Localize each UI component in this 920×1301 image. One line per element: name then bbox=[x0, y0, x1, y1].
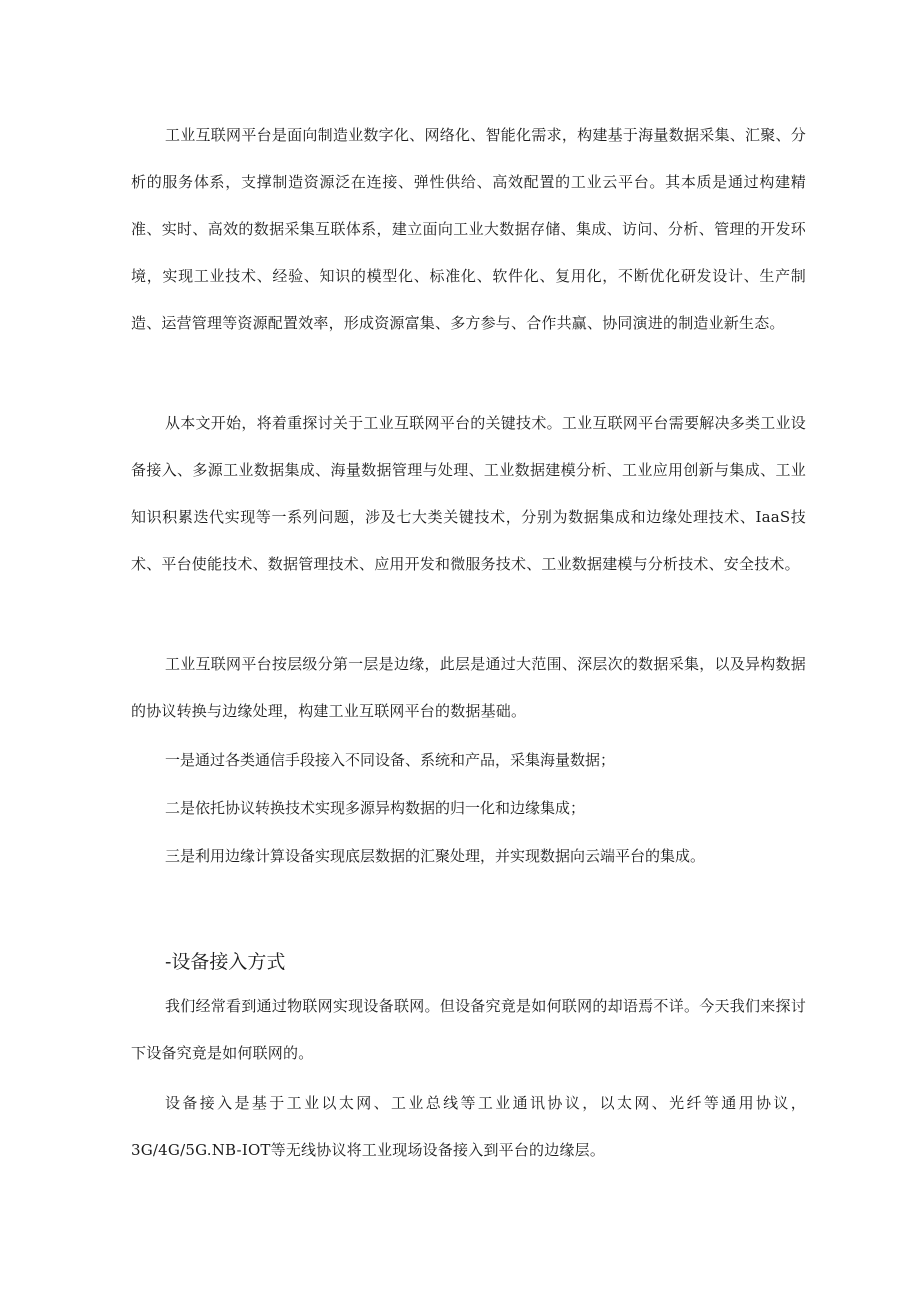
edge-layer-paragraph: 工业互联网平台按层级分第一层是边缘，此层是通过大范围、深层次的数据采集，以及异构数据的协议转换与边缘处理，构建工业互联网平台的数据基础。 bbox=[131, 655, 806, 720]
list-item-2: 二是依托协议转换技术实现多源异构数据的归一化和边缘集成； bbox=[165, 799, 586, 817]
list-item-1: 一是通过各类通信手段接入不同设备、系统和产品，采集海量数据； bbox=[165, 751, 616, 769]
device-access-intro-paragraph: 我们经常看到通过物联网实现设备联网。但设备究竟是如何联网的却语焉不详。今天我们来探讨下设备究竟是如何联网的。 bbox=[131, 997, 806, 1062]
intro-paragraph: 工业互联网平台是面向制造业数字化、网络化、智能化需求，构建基于海量数据采集、汇聚、分析的服务体系，支撑制造资源泛在连接、弹性供给、高效配置的工业云平台。其本质是通过构建精准、实时、高效的数据采集互联体系，建立面向工业大数据存储、集成、访问、分析、管理的开发环境，实现工业技术、经验、知识的模型化、标准化、软件化、复用化，不断优化研发设计、生产制造、运营管理等资源配置效率，形成资源富集、多方参与、合作共赢、协同演进的制造业新生态。 bbox=[131, 126, 806, 332]
section-heading: -设备接入方式 bbox=[165, 951, 286, 973]
device-access-protocols-paragraph: 设备接入是基于工业以太网、工业总线等工业通讯协议，以太网、光纤等通用协议，3G/4G/5G.NB-IOT等无线协议将工业现场设备接入到平台的边缘层。 bbox=[131, 1094, 806, 1159]
key-technologies-paragraph: 从本文开始，将着重探讨关于工业互联网平台的关键技术。工业互联网平台需要解决多类工业设备接入、多源工业数据集成、海量数据管理与处理、工业数据建模分析、工业应用创新与集成、工业知识积累迭代实现等一系列问题，涉及七大类关键技术，分别为数据集成和边缘处理技术、IaaS技术、平台使能技术、数据管理技术、应用开发和微服务技术、工业数据建模与分析技术、安全技术。 bbox=[131, 414, 806, 573]
list-item-3: 三是利用边缘计算设备实现底层数据的汇聚处理，并实现数据向云端平台的集成。 bbox=[165, 847, 706, 865]
